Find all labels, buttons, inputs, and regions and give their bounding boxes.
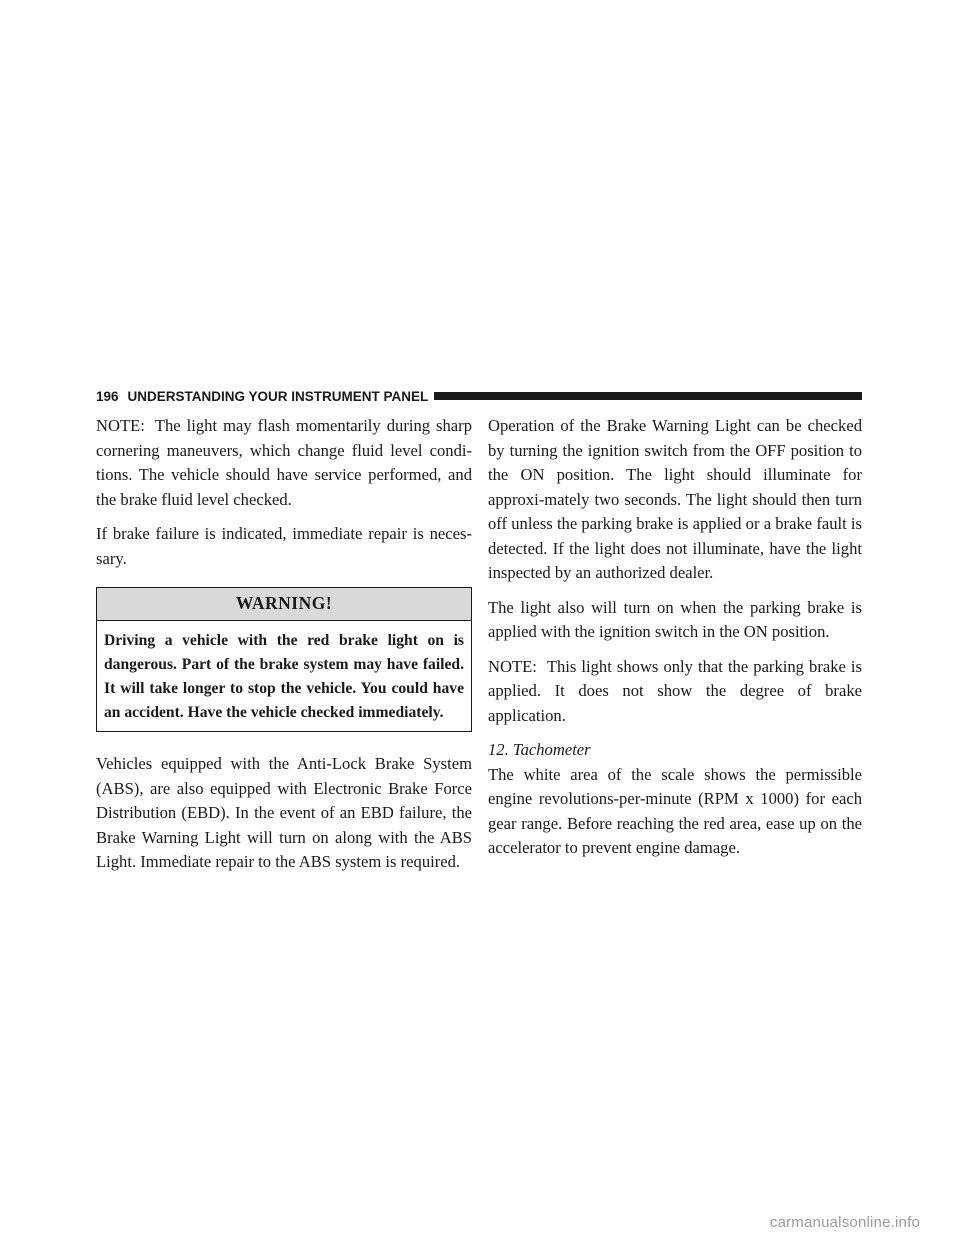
note-label: NOTE: <box>488 656 537 676</box>
note-paragraph <box>96 414 472 512</box>
brake-light-check-paragraph: Operation of the Brake Warning Light can be checked by turning the ignition switch from the OFF position to the ON position. The light should illuminate for approxi-mately two seconds. The light should then turn off unless the parking brake is applied or a brake fault is detected. If the light does not illuminate, have the light inspected by an authorized dealer. <box>488 416 862 582</box>
page-number: 196 <box>96 388 119 404</box>
note-paragraph <box>488 655 862 729</box>
brake-failure-paragraph: If brake failure is indicated, immediate repair is neces-sary. <box>96 524 472 568</box>
left-column <box>96 414 472 885</box>
parking-brake-paragraph: The light also will turn on when the parking brake is applied with the ignition switch in the ON position. <box>488 597 862 641</box>
abs-ebd-paragraph: Vehicles equipped with the Anti-Lock Brake System (ABS), are also equipped with Electronic Brake Force Distribution (EBD). In the event of an EBD failure, the Brake Warning Light will turn on along with the ABS Light. Immediate repair to the ABS system is required. <box>96 754 472 871</box>
warning-box <box>96 587 472 732</box>
header-rule <box>434 392 862 400</box>
page-header <box>96 388 862 404</box>
right-column <box>488 414 862 871</box>
note-text: The light may flash momentarily during sharp cornering maneuvers, which change fluid level condi-tions. The vehicle should have service performed, and the brake fluid level checked. <box>96 416 472 509</box>
tachometer-paragraph: The white area of the scale shows the permissible engine revolutions-per-minute (RPM x 1000) for each gear range. Before reaching the red area, ease up on the accelerator to prevent engine damage. <box>488 764 862 857</box>
note-text: This light shows only that the parking brake is applied. It does not show the degree of brake application. <box>488 656 862 725</box>
section-title: UNDERSTANDING YOUR INSTRUMENT PANEL <box>127 388 429 404</box>
warning-title: WARNING! <box>97 588 471 621</box>
watermark: carmanualsonline.info <box>769 1214 920 1231</box>
tachometer-heading: 12. Tachometer <box>488 740 591 759</box>
note-label: NOTE: <box>96 416 145 435</box>
warning-text: Driving a vehicle with the red brake light on is dangerous. Part of the brake system may have failed. It will take longer to stop the vehicle. You could have an accident. Have the vehicle checked immediately. <box>104 632 464 721</box>
